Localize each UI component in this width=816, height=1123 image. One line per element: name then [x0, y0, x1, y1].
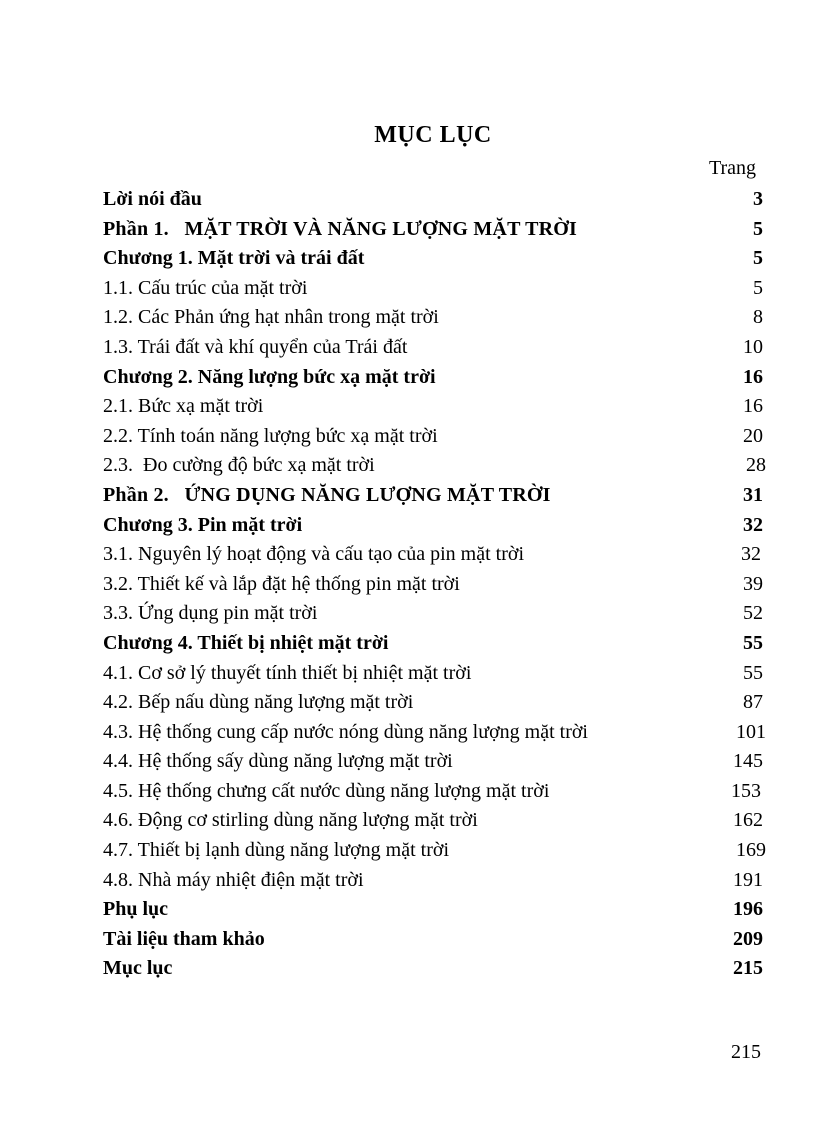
toc-entry — [103, 185, 763, 215]
toc-entry-label: Phần 1. MẶT TRỜI VÀ NĂNG LƯỢNG MẶT TRỜI — [103, 217, 578, 240]
toc-entry-label: Chương 2. Năng lượng bức xạ mặt trời — [103, 365, 436, 388]
toc-entry — [103, 629, 763, 659]
toc-entry-page: 8 — [753, 306, 763, 329]
toc-entry-label: 2.2. Tính toán năng lượng bức xạ mặt trời — [103, 424, 438, 447]
toc-entry — [103, 511, 763, 541]
toc-entry-page: 5 — [753, 247, 763, 270]
toc-entry-page: 16 — [743, 365, 763, 388]
toc-entry-page: 32 — [743, 513, 763, 536]
toc-entry — [103, 925, 763, 955]
toc-entry-label: 3.1. Nguyên lý hoạt động và cấu tạo của pin mặt trời — [103, 543, 525, 566]
toc-entry — [103, 570, 763, 600]
toc-entry-page: 145 — [733, 750, 763, 773]
toc-entry — [103, 777, 763, 807]
toc-entry-label: 4.4. Hệ thống sấy dùng năng lượng mặt trời — [103, 750, 453, 773]
page-column-header: Trang — [709, 157, 757, 179]
toc-entry — [103, 599, 763, 629]
toc-entry-label: Phụ lục — [103, 898, 169, 921]
toc-entry-page: 16 — [743, 395, 763, 418]
toc-entry — [103, 688, 763, 718]
toc-entry-page: 162 — [733, 809, 763, 832]
toc-entry-page: 87 — [743, 691, 763, 714]
toc-entry-page: 191 — [733, 868, 763, 891]
toc-entry-label: Chương 4. Thiết bị nhiệt mặt trời — [103, 631, 389, 654]
toc-entry — [103, 540, 763, 570]
page-title: MỤC LỤC — [374, 122, 492, 148]
toc-entry-page: 20 — [743, 424, 763, 447]
toc-entry — [103, 954, 763, 984]
toc-entry — [103, 836, 766, 866]
toc-entry-page: 55 — [743, 631, 763, 654]
toc-entry-page: 153 — [731, 779, 761, 802]
toc-entry-page: 3 — [753, 188, 763, 210]
toc-entry — [103, 747, 763, 777]
toc-entry-page: 55 — [743, 661, 763, 684]
toc-entry — [103, 451, 766, 481]
toc-entry-label: 4.1. Cơ sở lý thuyết tính thiết bị nhiệt mặt trời — [103, 661, 472, 684]
toc-entry-page: 28 — [746, 454, 766, 477]
table-of-contents — [103, 185, 766, 984]
toc-entry — [103, 392, 763, 422]
toc-entry — [103, 244, 763, 274]
toc-entry-label: 1.2. Các Phản ứng hạt nhân trong mặt trời — [103, 306, 439, 329]
toc-entry-label: Lời nói đầu — [103, 188, 202, 210]
toc-entry-page: 39 — [743, 572, 763, 595]
toc-entry — [103, 422, 763, 452]
toc-entry-page: 31 — [743, 483, 763, 506]
toc-entry-label: Chương 1. Mặt trời và trái đất — [103, 247, 365, 270]
toc-entry — [103, 481, 763, 511]
toc-entry-label: 2.3. Đo cường độ bức xạ mặt trời — [103, 454, 375, 477]
toc-entry — [103, 866, 763, 896]
toc-entry — [103, 659, 763, 689]
toc-entry-label: Chương 3. Pin mặt trời — [103, 513, 303, 536]
toc-entry-label: 3.3. Ứng dụng pin mặt trời — [103, 602, 318, 625]
toc-entry-label: 4.6. Động cơ stirling dùng năng lượng mặt trời — [103, 809, 478, 832]
toc-entry-label: Tài liệu tham khảo — [103, 927, 265, 950]
toc-entry-page: 209 — [733, 927, 763, 950]
toc-entry-label: 1.3. Trái đất và khí quyển của Trái đất — [103, 335, 408, 358]
toc-entry-label: 4.8. Nhà máy nhiệt điện mặt trời — [103, 868, 364, 891]
toc-entry-page: 5 — [753, 217, 763, 240]
toc-entry-label: 1.1. Cấu trúc của mặt trời — [103, 276, 308, 299]
toc-entry — [103, 806, 763, 836]
toc-entry — [103, 333, 763, 363]
toc-entry — [103, 363, 763, 393]
toc-entry-page: 169 — [736, 839, 766, 862]
toc-entry-label: 3.2. Thiết kế và lắp đặt hệ thống pin mặt trời — [103, 572, 460, 595]
toc-entry-label: 4.3. Hệ thống cung cấp nước nóng dùng năng lượng mặt trời — [103, 720, 588, 743]
toc-entry-page: 101 — [736, 720, 766, 743]
toc-entry-label: 4.5. Hệ thống chưng cất nước dùng năng lượng mặt trời — [103, 779, 550, 802]
toc-entry-page: 215 — [733, 957, 763, 980]
footer-page-number: 215 — [731, 1041, 761, 1063]
toc-entry — [103, 274, 763, 304]
toc-entry-page: 196 — [733, 898, 763, 921]
toc-entry — [103, 215, 763, 245]
toc-entry-label: 4.2. Bếp nấu dùng năng lượng mặt trời — [103, 691, 414, 714]
toc-entry — [103, 718, 766, 748]
toc-entry-page: 10 — [743, 335, 763, 358]
toc-entry — [103, 895, 763, 925]
toc-entry-label: Phần 2. ỨNG DỤNG NĂNG LƯỢNG MẶT TRỜI — [103, 483, 551, 506]
toc-entry-label: Mục lục — [103, 957, 173, 980]
toc-entry-label: 2.1. Bức xạ mặt trời — [103, 395, 264, 418]
toc-entry-page: 5 — [753, 276, 763, 299]
toc-entry-page: 52 — [743, 602, 763, 625]
toc-entry-page: 32 — [741, 543, 761, 566]
toc-entry — [103, 303, 763, 333]
toc-entry-label: 4.7. Thiết bị lạnh dùng năng lượng mặt trời — [103, 839, 450, 862]
